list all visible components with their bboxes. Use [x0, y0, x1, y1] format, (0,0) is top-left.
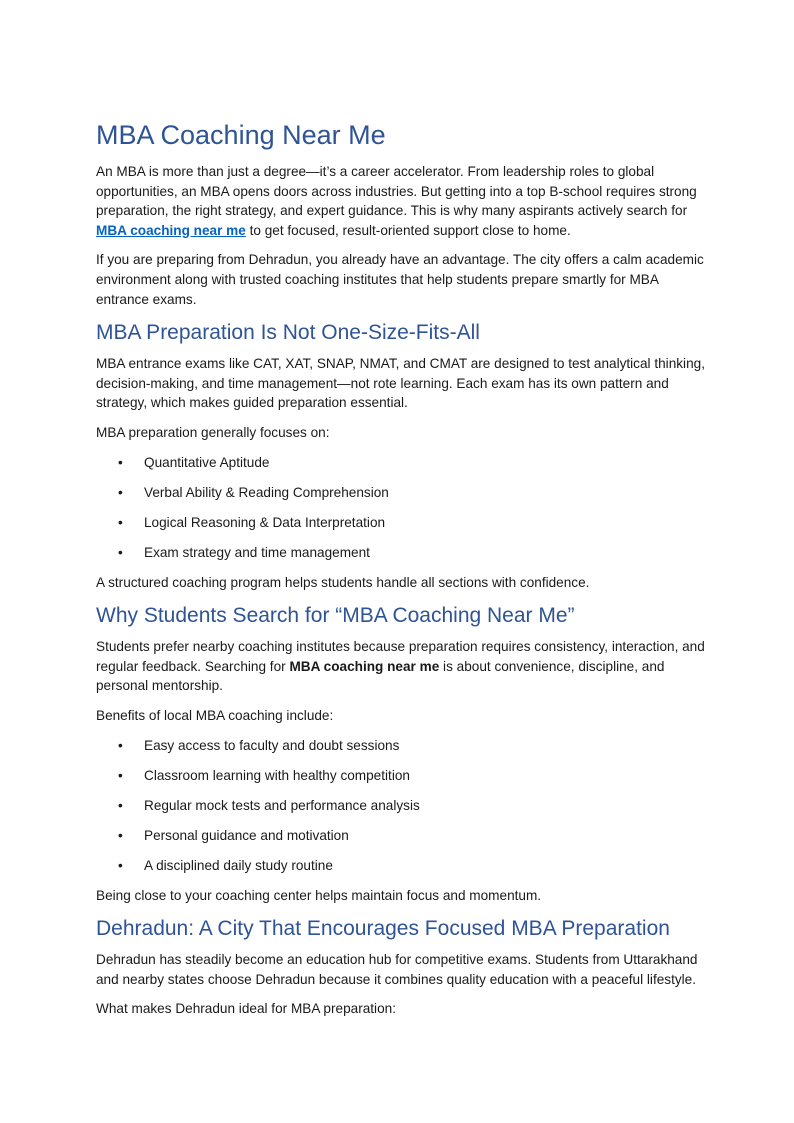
list-item: • Exam strategy and time management: [96, 543, 706, 563]
page-title: MBA Coaching Near Me: [96, 120, 386, 150]
list-item: • Classroom learning with healthy competition: [96, 766, 706, 786]
document-body: [96, 118, 706, 1029]
section-paragraph: [96, 637, 706, 696]
list-item: • Quantitative Aptitude: [96, 453, 706, 473]
section-paragraph: A structured coaching program helps students handle all sections with confidence.: [96, 574, 590, 590]
section-paragraph: Benefits of local MBA coaching include:: [96, 707, 334, 723]
section-heading-dehradun: Dehradun: A City That Encourages Focused MBA Preparation: [96, 917, 670, 941]
paragraph-text: Students prefer nearby coaching institutes because preparation requires consistency, interaction, and regular feedback. Searching for: [96, 639, 705, 674]
section-paragraph: What makes Dehradun ideal for MBA preparation:: [96, 1001, 396, 1017]
intro-paragraph: [96, 162, 706, 240]
dehradun-intro-paragraph: If you are preparing from Dehradun, you already have an advantage. The city offers a calm academic environment along with trusted coaching institutes that help students prepare smartly for MBA entrance exams.: [96, 252, 704, 307]
list-item: • Personal guidance and motivation: [96, 826, 706, 846]
mba-coaching-link[interactable]: MBA coaching near me: [96, 222, 246, 238]
section-paragraph: MBA entrance exams like CAT, XAT, SNAP, NMAT, and CMAT are designed to test analytical thinking, decision-making, and time management—not rote learning. Each exam has its own pattern and strategy, which makes guided preparation essential.: [96, 356, 705, 411]
section-paragraph: MBA preparation generally focuses on:: [96, 424, 330, 440]
list-item: • Logical Reasoning & Data Interpretation: [96, 513, 706, 533]
intro-text-end: to get focused, result-oriented support close to home.: [245, 222, 571, 238]
list-item: • A disciplined daily study routine: [96, 856, 706, 876]
list-item: • Regular mock tests and performance analysis: [96, 796, 706, 816]
list-item: • Verbal Ability & Reading Comprehension: [96, 483, 706, 503]
section-paragraph: Dehradun has steadily become an education hub for competitive exams. Students from Uttarakhand and nearby states choose Dehradun because it combines quality education with a peaceful lifestyle.: [96, 952, 698, 987]
section-paragraph: Being close to your coaching center helps maintain focus and momentum.: [96, 887, 542, 903]
paragraph-text-end: is about convenience, discipline, and personal mentorship.: [96, 658, 665, 694]
benefits-list: [96, 736, 706, 876]
bold-keyword: MBA coaching near me: [289, 658, 440, 674]
intro-text: An MBA is more than just a degree—it’s a career accelerator. From leadership roles to global opportunities, an MBA opens doors across industries. But getting into a top B-school requires strong preparation, the right strategy, and expert guidance. This is why many aspirants actively search for: [96, 164, 697, 219]
section-heading-preparation: MBA Preparation Is Not One-Size-Fits-All: [96, 321, 480, 345]
section-heading-why-students: Why Students Search for “MBA Coaching Near Me”: [96, 604, 575, 628]
preparation-focus-list: [96, 453, 706, 563]
list-item: • Easy access to faculty and doubt sessions: [96, 736, 706, 756]
